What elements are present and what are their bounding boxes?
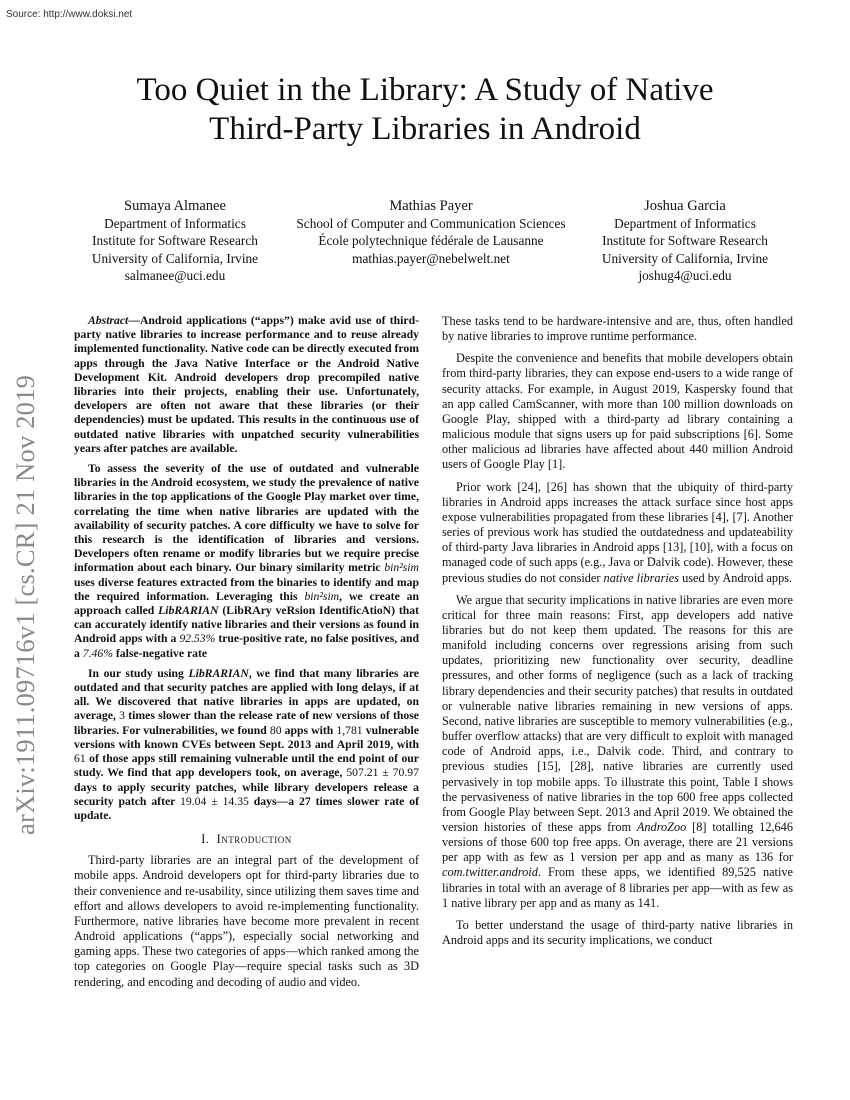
abstract-paragraph: Abstract—Android applications (“apps”) make avid use of third-party native libraries to increase performance and to reuse already implemented functionality. Native code can be directly executed from apps through the Java Native Interface or the Android Native Development Kit. Android developers drop precompiled native libraries into their projects, enabling their use. Unfortunately, developers are often not aware that these libraries (or their dependencies) must be updated. This results in the continuous use of outdated native libraries with unpatched security vulnerabilities years after patches are available. xyxy=(74,314,419,455)
author-3 xyxy=(590,197,780,284)
body-paragraph: Prior work [24], [26] has shown that the ubiquity of third-party libraries in Android apps increases the attack surface since host apps expose vulnerabilities propagated from these libraries [4], [7]. Another series of previous work has studied the outdatedness and updateability of third-party Java libraries in Android apps [13], [10], with a focus on managed code of such apps (e.g., Java or Dalvik code). However, these previous studies do not consider native libraries used by Android apps. xyxy=(442,479,793,585)
author-affiliation: Department of Informatics xyxy=(614,216,756,231)
author-1 xyxy=(80,197,270,284)
intro-paragraph: Third-party libraries are an integral part of the development of mobile apps. Android developers opt for third-party libraries due to their convenience and re-usability, since utilizing them saves time and effort and allows developers to avoid re-implementing functionality. Furthermore, native libraries have become more prevalent in recent Android applications (“apps”), especially social networking and gaming apps. These two categories of apps—which ranked among the top categories on Google Play—require special tasks such as 3D rendering, and encoding and decoding of audio and video. xyxy=(74,853,419,989)
abstract xyxy=(74,314,419,823)
author-2 xyxy=(282,197,580,267)
author-affiliation: Institute for Software Research xyxy=(92,233,258,249)
author-affiliation: University of California, Irvine xyxy=(601,250,769,266)
author-affiliation: Department of Informatics xyxy=(104,216,246,231)
section-heading-introduction: I. Introduction xyxy=(201,832,292,847)
author-affiliation: École polytechnique fédérale de Lausanne xyxy=(318,233,544,249)
author-affiliation: Institute for Software Research xyxy=(602,233,768,249)
author-email: joshug4@uci.edu xyxy=(638,267,732,283)
abstract-paragraph: In our study using LibRARIAN, we find that many libraries are outdated and that security patches are applied with long delays, if at all. We discovered that native libraries in apps are updated, on average, 3 times slower than the release rate of new versions of those libraries. For vulnerabilities, we found 80 apps with 1,781 vulnerable versions with known CVEs between Sept. 2013 and April 2019, with 61 of those apps still remaining vulnerable until the end point of our study. We find that app developers took, on average, 507.21 ± 70.97 days to apply security patches, while library developers release a security patch after 19.04 ± 14.35 days—a 27 times slower rate of update. xyxy=(74,666,420,822)
author-email: mathias.payer@nebelwelt.net xyxy=(352,250,510,266)
body-paragraph: To better understand the usage of third-party native libraries in Android apps and its security implications, we conduct xyxy=(442,917,793,948)
author-affiliation: School of Computer and Communication Sciences xyxy=(296,216,566,231)
author-email: salmanee@uci.edu xyxy=(124,267,226,283)
arxiv-stamp: arXiv:1911.09716v1 [cs.CR] 21 Nov 2019 xyxy=(10,374,40,835)
author-affiliation: University of California, Irvine xyxy=(91,250,259,266)
abstract-paragraph: To assess the severity of the use of outdated and vulnerable libraries in the Android ecosystem, we study the prevalence of native libraries in the top applications of the Google Play market over time, correlating the time when native libraries are updated with the availability of security patches. A core difficulty we have to solve for this research is the identification of libraries and versions. Developers often rename or modify libraries but we require precise information about each binary. Our binary similarity metric bin²sim uses diverse features extracted from the binaries to identify and map the required information. Leveraging this bin²sim, we create an approach called LibRARIAN (LibRAry veRsion IdentificAtioN) that can accurately identify native libraries and their versions as found in Android apps with a 92.53% true-positive rate, no false positives, and a 7.46% false-negative rate xyxy=(74,462,420,660)
right-column xyxy=(442,314,793,955)
left-column xyxy=(74,314,419,997)
body-paragraph: These tasks tend to be hardware-intensive and are, thus, often handled by native libraries to improve runtime performance. xyxy=(442,314,793,344)
title-line-1: Too Quiet in the Library: A Study of Native xyxy=(136,72,714,108)
author-name: Joshua Garcia xyxy=(644,198,726,214)
author-name: Sumaya Almanee xyxy=(124,198,226,214)
title-line-2: Third-Party Libraries in Android xyxy=(209,111,641,147)
body-paragraph: Despite the convenience and benefits that mobile developers obtain from third-party libraries, they can expose end-users to a wide range of security attacks. For example, in August 2019, Kaspersky found that an app called CamScanner, with more than 100 million downloads on Google Play, shipped with a third-party ad library containing a malicious module that signs users up for paid subscriptions [6]. Some other malicious ad libraries have affected about 440 million Android users of Google Play [1]. xyxy=(442,351,793,472)
source-url: Source: http://www.doksi.net xyxy=(6,9,133,20)
paper-title xyxy=(0,71,850,149)
author-name: Mathias Payer xyxy=(389,198,473,214)
body-paragraph: We argue that security implications in native libraries are even more critical for three main reasons: First, app developers add native libraries but do not keep them updated. The reasons for this are manifold including concerns over regressions arising from such updates, prioritizing new functionality over security, deadline pressures, and other forms of negligence (such as a lack of tracking library dependencies and their security patches) that results in outdated or vulnerable native libraries remaining in new versions of apps. Second, native libraries are susceptible to memory vulnerabilities (e.g., buffer overflow attacks) that are very difficult to exploit with managed code of Android apps, i.e., Dalvik code. Third, and contrary to previous studies [15], [28], native libraries are currently used pervasively in top mobile apps. To illustrate this point, Table I shows the pervasiveness of native libraries in the top 600 free apps collected from Google Play between Sept. 2013 and April 2019. We obtained the version histories of these apps from AndroZoo [8] totalling 12,646 versions of those 600 top free apps. On average, there are 21 versions per app with as few as 1 version per app and as many as 136 for com.twitter.android. From these apps, we identified 89,525 native libraries in total with an average of 8 libraries per app—with as few as 1 native library per app and as many as 141. xyxy=(442,592,793,910)
